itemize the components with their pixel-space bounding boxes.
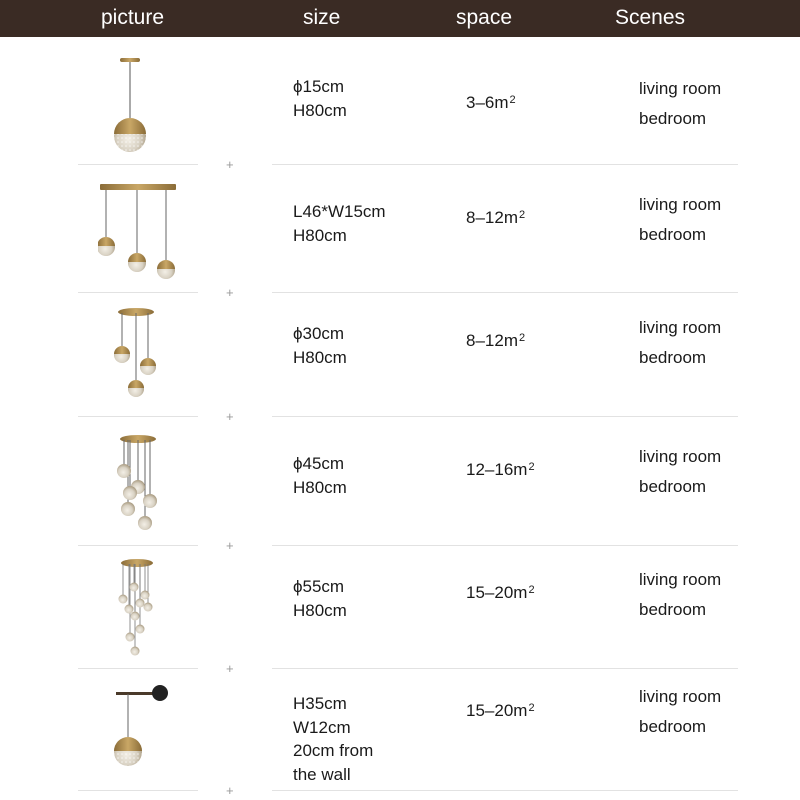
space-cell: $12-16m^2$ xyxy=(466,460,535,479)
space-cell: $15-20m^2$ xyxy=(466,701,535,720)
scenes-cell: living room bedroom xyxy=(639,570,722,619)
six-globe-cluster-lamp-image xyxy=(110,430,166,535)
plus-icon: + xyxy=(226,783,234,798)
scenes-cell: living room bedroom xyxy=(639,687,722,736)
row-divider-right xyxy=(272,790,738,791)
space-cell: $15-20m^2$ xyxy=(466,583,535,602)
row-divider-right xyxy=(272,164,738,165)
header-picture: picture xyxy=(101,6,165,29)
row-divider-left xyxy=(78,545,198,546)
size-cell: H35cm W12cm 20cm from the wall xyxy=(293,694,374,784)
size-cell: ϕ45cm H80cm xyxy=(293,454,347,497)
plus-icon: + xyxy=(226,661,234,676)
three-globe-cluster-lamp-image xyxy=(108,303,164,403)
wall-sconce-lamp-image xyxy=(104,680,174,780)
space-cell: $3-6m^2$ xyxy=(466,93,516,112)
row-divider-left xyxy=(78,790,198,791)
scenes-cell: living room bedroom xyxy=(639,195,722,244)
plus-icon: + xyxy=(226,157,234,172)
scenes-cell: living room bedroom xyxy=(639,447,722,496)
scenes-cell: living room bedroom xyxy=(639,318,722,367)
row-divider-left xyxy=(78,164,198,165)
row-divider-right xyxy=(272,292,738,293)
plus-icon: + xyxy=(226,409,234,424)
row-divider-right xyxy=(272,416,738,417)
space-cell: $8-12m^2$ xyxy=(466,208,526,227)
row-divider-left xyxy=(78,668,198,669)
size-cell: ϕ55cm H80cm xyxy=(293,577,347,620)
ten-globe-cascade-lamp-image xyxy=(112,555,162,660)
row-divider-left xyxy=(78,416,198,417)
plus-icon: + xyxy=(226,538,234,553)
linear-pendant-lamp-image xyxy=(98,180,178,280)
size-cell: L46*W15cm H80cm xyxy=(293,202,386,245)
single-pendant-lamp-image xyxy=(100,52,160,162)
size-cell: ϕ30cm H80cm xyxy=(293,324,347,367)
table-header xyxy=(0,0,800,37)
row-divider-left xyxy=(78,292,198,293)
header-space: space xyxy=(456,6,513,29)
size-cell: ϕ15cm H80cm xyxy=(293,77,347,120)
space-cell: $8-12m^2$ xyxy=(466,331,526,350)
row-divider-right xyxy=(272,545,738,546)
row-divider-right xyxy=(272,668,738,669)
scenes-cell: living room bedroom xyxy=(639,79,722,128)
plus-icon: + xyxy=(226,285,234,300)
header-scenes: Scenes xyxy=(615,6,686,29)
header-size: size xyxy=(303,6,341,29)
